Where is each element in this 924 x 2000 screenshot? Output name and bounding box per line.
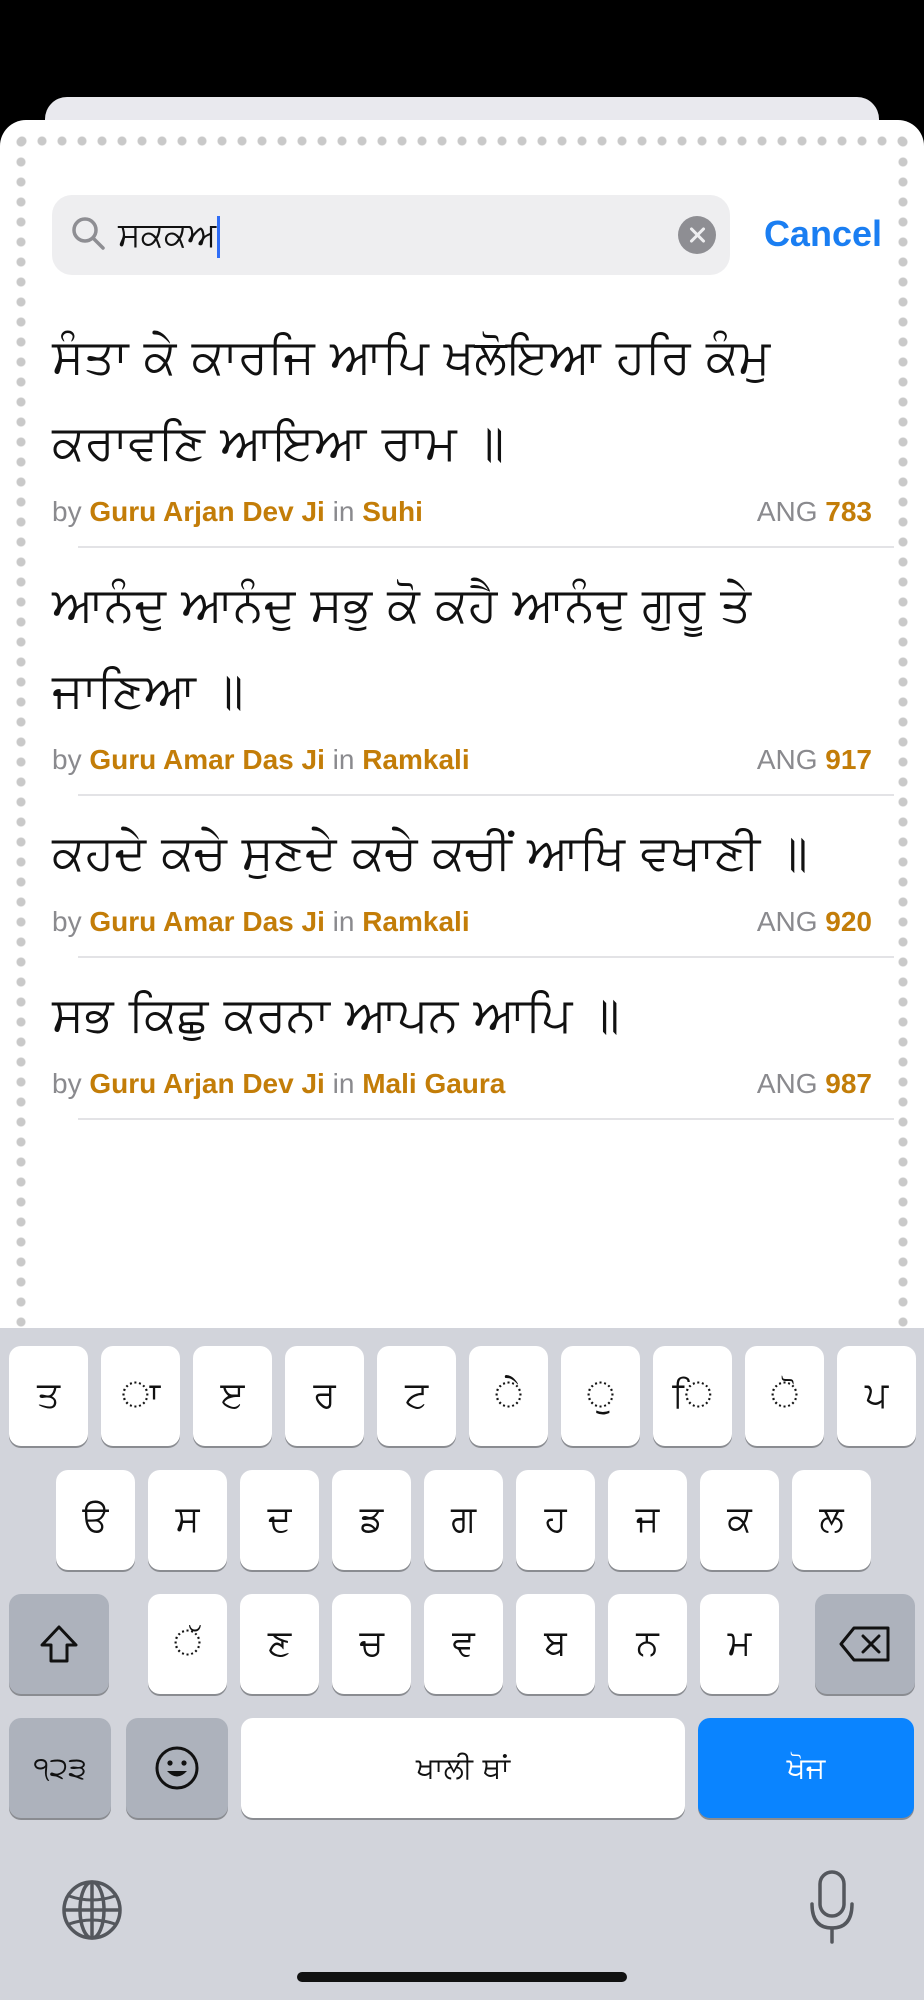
search-key[interactable]: ਖੋਜ [698, 1718, 914, 1818]
key[interactable]: ਡ [332, 1470, 411, 1570]
ang-number: ANG 987 [756, 1068, 872, 1099]
key[interactable]: ਟ [377, 1346, 456, 1446]
key[interactable]: ਨ [608, 1594, 687, 1694]
ang-number: ANG 917 [756, 744, 872, 775]
raag-name: Ramkali [362, 744, 470, 775]
key[interactable]: ਪ [837, 1346, 916, 1446]
emoji-icon [153, 1744, 201, 1792]
raag-name: Mali Gaura [362, 1068, 506, 1099]
backspace-icon [838, 1624, 892, 1664]
keyboard-row-2 [0, 1470, 924, 1570]
space-key[interactable]: ਖਾਲੀ ਥਾਂ [241, 1718, 685, 1818]
verse-source: by Guru Arjan Dev Ji in Suhi [52, 496, 423, 527]
key[interactable]: ਚ [332, 1594, 411, 1694]
key[interactable]: ਜ [608, 1470, 687, 1570]
verse-text: ਸਭ ਕਿਛੁ ਕਰਨਾ ਆਪਨ ਆਪਿ ॥ [52, 987, 620, 1043]
key[interactable]: ਗ [424, 1470, 503, 1570]
ang-number: ANG 783 [756, 496, 872, 527]
verse-source: by Guru Arjan Dev Ji in Mali Gaura [52, 1068, 506, 1099]
key[interactable]: ਾ [101, 1346, 180, 1446]
key[interactable]: ਰ [285, 1346, 364, 1446]
author-name: Guru Amar Das Ji [89, 744, 325, 775]
globe-icon[interactable] [60, 1878, 124, 1942]
verse-meta [52, 486, 872, 546]
key[interactable]: ਹ [516, 1470, 595, 1570]
key[interactable]: ਦ [240, 1470, 319, 1570]
keyboard-row-1 [0, 1346, 924, 1446]
key[interactable]: ਬ [516, 1594, 595, 1694]
backspace-key[interactable] [815, 1594, 915, 1694]
key[interactable]: ਵ [424, 1594, 503, 1694]
shift-icon [36, 1621, 82, 1667]
author-name: Guru Arjan Dev Ji [89, 1068, 325, 1099]
key[interactable]: ਿ [653, 1346, 732, 1446]
key[interactable]: ਤ [9, 1346, 88, 1446]
key[interactable]: ਸ [148, 1470, 227, 1570]
key[interactable]: ਲ [792, 1470, 871, 1570]
divider [78, 1118, 894, 1120]
search-icon [68, 213, 108, 253]
microphone-icon[interactable] [808, 1870, 856, 1946]
results-list [0, 300, 924, 1120]
result-item[interactable] [0, 958, 924, 1120]
keyboard-row-3 [0, 1594, 924, 1694]
key[interactable]: ਮ [700, 1594, 779, 1694]
result-item[interactable] [0, 548, 924, 796]
key[interactable]: ਣ [240, 1594, 319, 1694]
home-indicator [297, 1972, 627, 1982]
shift-key[interactable] [9, 1594, 109, 1694]
search-query[interactable]: ਸਕਕਅ [118, 213, 220, 258]
author-name: Guru Amar Das Ji [89, 906, 325, 937]
verse-text: ਕਹਦੇ ਕਚੇ ਸੁਣਦੇ ਕਚੇ ਕਚੀਂ ਆਖਿ ਵਖਾਣੀ ॥ [52, 825, 808, 881]
verse-meta [52, 1058, 872, 1118]
raag-name: Ramkali [362, 906, 470, 937]
raag-name: Suhi [362, 496, 423, 527]
keyboard-row-4 [0, 1718, 924, 1818]
verse-source: by Guru Amar Das Ji in Ramkali [52, 744, 470, 775]
decorative-border-top [12, 132, 912, 150]
key[interactable]: ੱ [148, 1594, 227, 1694]
key[interactable]: ੁ [561, 1346, 640, 1446]
author-name: Guru Arjan Dev Ji [89, 496, 325, 527]
verse-source: by Guru Amar Das Ji in Ramkali [52, 906, 470, 937]
key[interactable]: ੳ [56, 1470, 135, 1570]
ang-number: ANG 920 [756, 906, 872, 937]
key[interactable]: ੲ [193, 1346, 272, 1446]
on-screen-keyboard [0, 1328, 924, 2000]
search-bar [52, 195, 882, 275]
clear-search-icon[interactable] [678, 216, 716, 254]
verse-meta [52, 734, 872, 794]
result-item[interactable] [0, 796, 924, 958]
text-caret [217, 216, 220, 258]
verse-text: ਸੰਤਾ ਕੇ ਕਾਰਜਿ ਆਪਿ ਖਲੋਇਆ ਹਰਿ ਕੰਮੁ ਕਰਾਵਣਿ ਆਇਆ ਰਾਮ ॥ [52, 329, 771, 471]
verse-meta [52, 896, 872, 956]
emoji-key[interactable] [126, 1718, 228, 1818]
result-item[interactable] [0, 300, 924, 548]
numbers-key[interactable]: ੧੨੩ [9, 1718, 111, 1818]
key[interactable]: ਕ [700, 1470, 779, 1570]
key[interactable]: ੋ [745, 1346, 824, 1446]
cancel-button[interactable]: Cancel [763, 213, 882, 254]
search-input[interactable] [52, 195, 730, 275]
key[interactable]: ੇ [469, 1346, 548, 1446]
verse-text: ਆਨੰਦੁ ਆਨੰਦੁ ਸਭੁ ਕੋ ਕਹੈ ਆਨੰਦੁ ਗੁਰੂ ਤੇ ਜਾਣਿਆ ॥ [52, 577, 752, 719]
